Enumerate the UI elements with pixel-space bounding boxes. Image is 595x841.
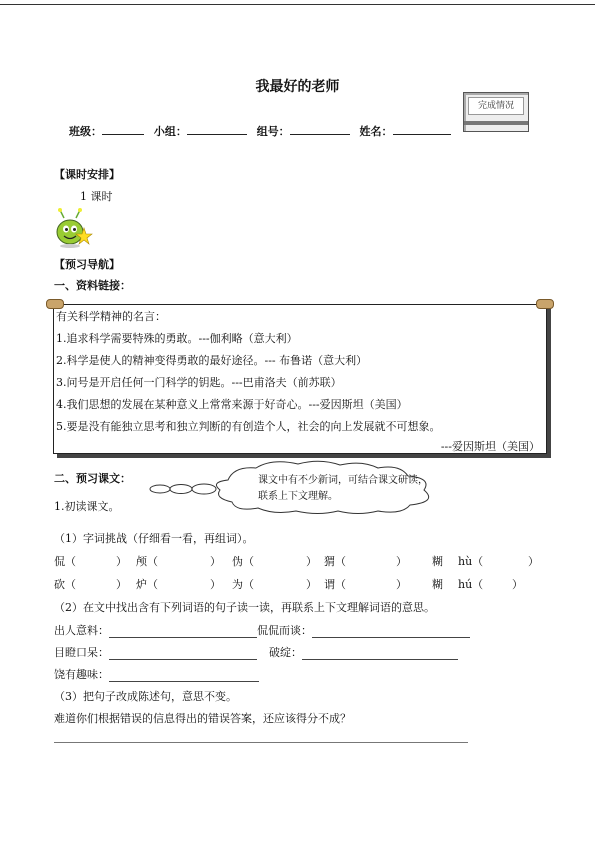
word-answer-line[interactable] — [302, 659, 458, 660]
preview-heading: 【预习导航】 — [54, 258, 120, 271]
char-blank-close[interactable]: ） — [396, 578, 407, 591]
quote-item: 4.我们思想的发展在某种意义上常常来源于好奇心。---爱因斯坦（美国） — [56, 398, 408, 411]
group-field[interactable] — [187, 122, 247, 135]
smiley-mascot-icon — [52, 208, 94, 250]
char-row-1 — [54, 553, 544, 567]
word-row-3 — [54, 666, 259, 682]
name-field[interactable] — [393, 122, 451, 135]
char-item: 糊 — [432, 555, 443, 568]
scroll-curl-right-icon — [536, 299, 554, 309]
thought-cloud — [148, 458, 468, 516]
char-item: 谓（ — [324, 578, 346, 591]
quotes-intro: 有关科学精神的名言： — [56, 310, 166, 323]
rewrite-answer-line[interactable] — [54, 742, 468, 743]
word-answer-line[interactable] — [109, 681, 259, 682]
stamp-label: 完成情况 — [468, 97, 524, 115]
cloud-text: 课文中有不少新词，可结合课文研读，联系上下文理解。 — [258, 475, 428, 502]
char-blank-close[interactable]: ） — [210, 578, 221, 591]
stamp-base — [464, 121, 528, 125]
quote-attribution: ---爱因斯坦（美国） — [440, 440, 540, 453]
quotes-scroll-box — [53, 304, 547, 454]
completion-stamp — [463, 92, 529, 132]
char-blank-close[interactable]: ） — [512, 578, 523, 591]
number-field[interactable] — [290, 122, 350, 135]
char-item: 猬（ — [324, 555, 346, 568]
word-answer-line[interactable] — [109, 637, 257, 638]
quote-item: 3.问号是开启任何一门科学的钥匙。---巴甫洛夫（前苏联） — [56, 376, 342, 389]
char-blank-close[interactable]: ） — [116, 578, 127, 591]
schedule-heading: 【课时安排】 — [54, 168, 120, 181]
word-answer-line[interactable] — [109, 659, 257, 660]
quote-item: 1.追求科学需要特殊的勇敢。---伽利略（意大利） — [56, 332, 298, 345]
char-item: 砍（ — [54, 578, 76, 591]
char-blank-close[interactable]: ） — [116, 555, 127, 568]
word-label: 饶有趣味： — [54, 668, 109, 681]
page-title: 我最好的老师 — [255, 79, 340, 95]
word-row-1 — [54, 622, 470, 638]
top-rule — [0, 4, 595, 5]
char-item: 炉（ — [136, 578, 158, 591]
first-read: 1.初读课文。 — [54, 500, 120, 513]
word-label: 目瞪口呆： — [54, 646, 109, 659]
word-label: 侃侃而谈： — [257, 624, 312, 637]
resources-heading: 一、资料链接： — [54, 279, 131, 292]
word-label: 破绽： — [269, 646, 302, 659]
char-item: hù（ — [458, 555, 484, 568]
class-field[interactable] — [102, 122, 144, 135]
char-row-2 — [54, 576, 544, 590]
char-blank-close[interactable]: ） — [210, 555, 221, 568]
info-line — [69, 122, 451, 139]
rewrite-sentence: 难道你们根据错误的信息得出的错误答案，还应该得分不成？ — [54, 712, 351, 725]
group-label: 小组： — [153, 125, 187, 138]
char-blank-close[interactable]: ） — [306, 578, 317, 591]
char-blank-close[interactable]: ） — [396, 555, 407, 568]
char-item: hú（ — [458, 578, 484, 591]
schedule-value: 1 课时 — [80, 190, 113, 203]
char-item: 侃（ — [54, 555, 76, 568]
quote-item: 5.要是没有能独立思考和独立判断的有创造个人，社会的向上发展就不可想象。 — [56, 420, 441, 433]
word-row-2 — [54, 644, 458, 660]
sentence-task: （2）在文中找出含有下列词语的句子读一读，再联系上下文理解词语的意思。 — [54, 601, 435, 614]
number-label: 组号： — [256, 125, 290, 138]
quote-item: 2.科学是使人的精神变得勇敢的最好途径。--- 布鲁诺（意大利） — [56, 354, 368, 367]
rewrite-task: （3）把句子改成陈述句，意思不变。 — [54, 690, 237, 703]
word-label: 出人意料： — [54, 624, 109, 637]
char-item: 糊 — [432, 578, 443, 591]
section2-heading: 二、预习课文： — [54, 472, 131, 485]
char-task: （1）字词挑战（仔细看一看，再组词）。 — [54, 532, 254, 545]
class-label: 班级： — [69, 125, 102, 138]
char-blank-close[interactable]: ） — [306, 555, 317, 568]
char-item: 为（ — [232, 578, 254, 591]
char-blank-close[interactable]: ） — [528, 555, 539, 568]
char-item: 颅（ — [136, 555, 158, 568]
word-answer-line[interactable] — [312, 637, 470, 638]
name-label: 姓名： — [359, 125, 393, 138]
char-item: 伪（ — [232, 555, 254, 568]
